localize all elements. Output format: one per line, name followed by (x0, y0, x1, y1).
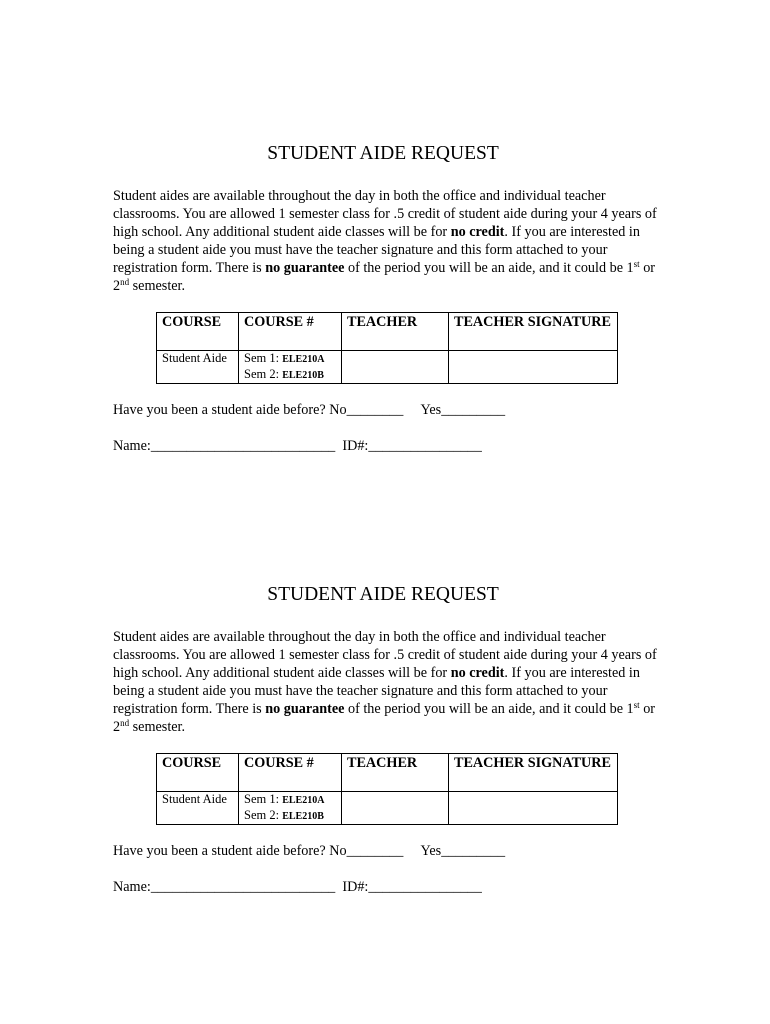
desc-sup: nd (120, 718, 130, 728)
prior-aide-question[interactable]: Have you been a student aide before? No________ Yes_________ (113, 843, 506, 859)
cell-signature-input[interactable] (449, 792, 618, 825)
cell-course-number (239, 351, 342, 384)
course-table (156, 312, 618, 384)
form-title: STUDENT AIDE REQUEST (267, 143, 499, 164)
desc-sup: st (633, 700, 640, 710)
header-course: COURSE (157, 313, 239, 351)
header-teacher-signature: TEACHER SIGNATURE (449, 754, 618, 792)
desc-text: of the period you will be an aide, and it could be 1 (344, 260, 634, 276)
desc-text: or 2 (113, 701, 656, 735)
desc-text: of the period you will be an aide, and it could be 1 (344, 701, 634, 717)
desc-text: semester. (129, 719, 186, 735)
desc-bold-no-guarantee: no guarantee (265, 701, 345, 717)
desc-bold-no-guarantee: no guarantee (265, 260, 345, 276)
cell-teacher-input[interactable] (342, 351, 449, 384)
header-course: COURSE (157, 754, 239, 792)
cell-course-number (239, 792, 342, 825)
course-table (156, 753, 618, 825)
desc-sup: nd (120, 277, 130, 287)
header-course-number: COURSE # (239, 313, 342, 351)
desc-text: . If you are interested in being a student aide you must have the teacher signature and this form attached to your registration form. There is (113, 665, 640, 717)
sem2-label: Sem 2: (244, 367, 280, 381)
desc-text: . If you are interested in being a student aide you must have the teacher signature and this form attached to your registration form. There is (113, 224, 640, 276)
cell-course: Student Aide (157, 351, 239, 384)
desc-text: semester. (129, 278, 186, 294)
course-table-header (157, 754, 618, 792)
header-course-number: COURSE # (239, 754, 342, 792)
header-teacher-signature: TEACHER SIGNATURE (449, 313, 618, 351)
desc-sup: st (633, 259, 640, 269)
desc-text: Student aides are available throughout the day in both the office and individual teacher classrooms. You are allowed 1 semester class for .5 credit of student aide during your 4 years of high school. Any additional student aide classes will be for (113, 188, 657, 240)
sem1-code: ELE210A (282, 795, 325, 806)
course-table-row (157, 351, 618, 384)
sem1-label: Sem 1: (244, 351, 280, 365)
cell-signature-input[interactable] (449, 351, 618, 384)
cell-course: Student Aide (157, 792, 239, 825)
sem2-code: ELE210B (282, 370, 324, 381)
form-description (113, 187, 668, 295)
form-description (113, 628, 668, 736)
name-id-line[interactable]: Name:__________________________ ID#:________________ (113, 438, 482, 454)
sem2-code: ELE210B (282, 811, 324, 822)
form-title: STUDENT AIDE REQUEST (267, 584, 499, 605)
name-id-line[interactable]: Name:__________________________ ID#:________________ (113, 879, 482, 895)
desc-text: or 2 (113, 260, 656, 294)
desc-text: Student aides are available throughout the day in both the office and individual teacher classrooms. You are allowed 1 semester class for .5 credit of student aide during your 4 years of high school. Any additional student aide classes will be for (113, 629, 657, 681)
desc-bold-no-credit: no credit (450, 224, 505, 240)
sem1-label: Sem 1: (244, 792, 280, 806)
prior-aide-question[interactable]: Have you been a student aide before? No________ Yes_________ (113, 402, 506, 418)
course-table-header (157, 313, 618, 351)
aide-request-form-1 (113, 142, 673, 455)
header-teacher: TEACHER (342, 754, 449, 792)
header-teacher: TEACHER (342, 313, 449, 351)
desc-bold-no-credit: no credit (450, 665, 505, 681)
sem2-label: Sem 2: (244, 808, 280, 822)
sem1-code: ELE210A (282, 354, 325, 365)
cell-teacher-input[interactable] (342, 792, 449, 825)
aide-request-form-2 (113, 583, 673, 896)
course-table-row (157, 792, 618, 825)
